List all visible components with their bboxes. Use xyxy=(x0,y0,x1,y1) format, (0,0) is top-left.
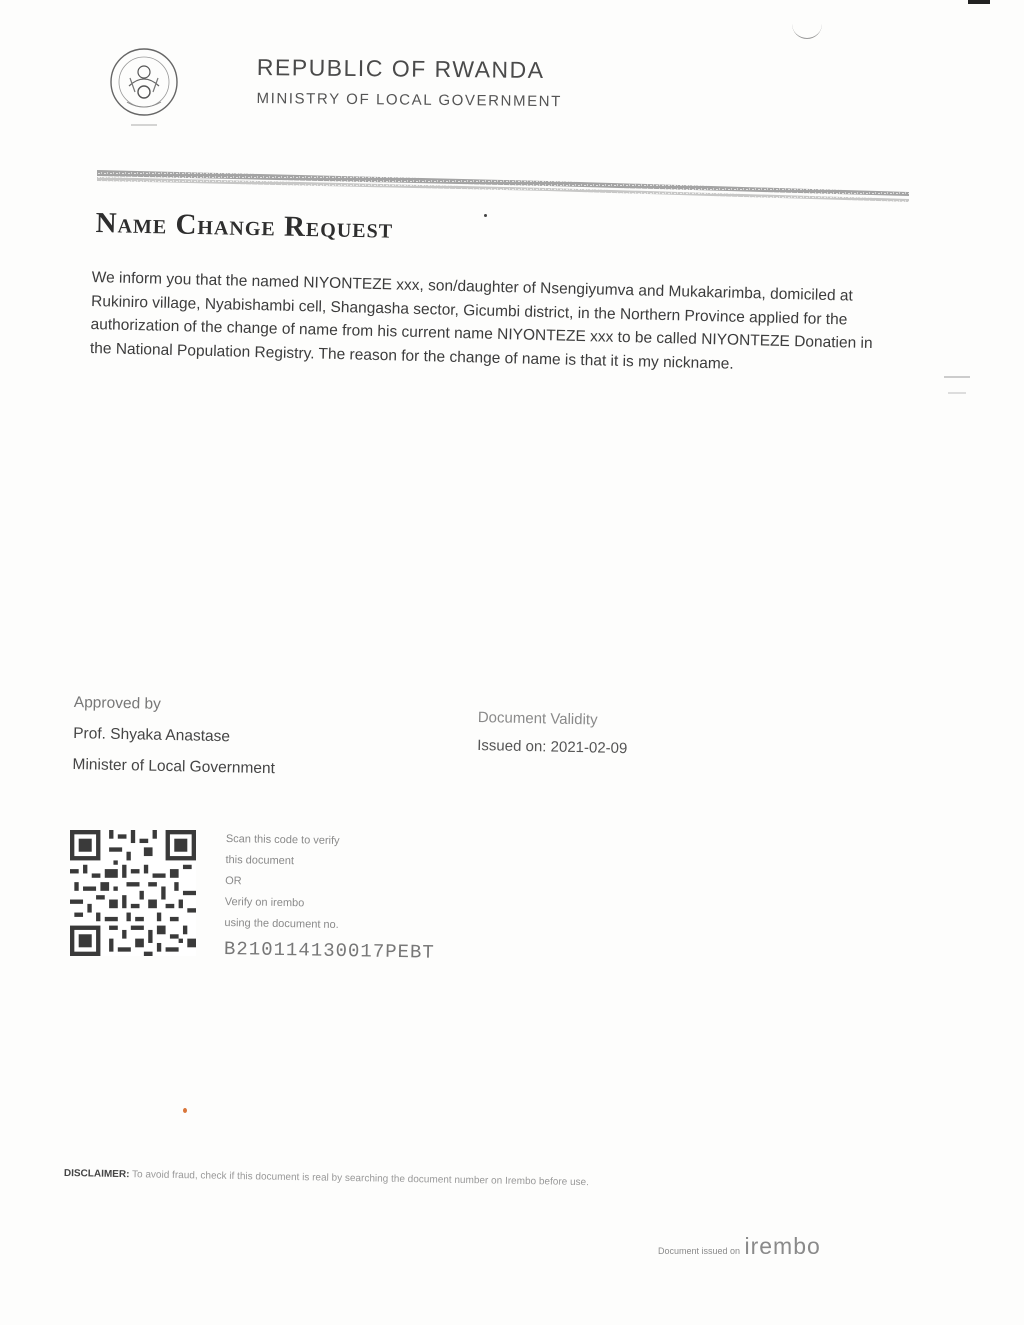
rwanda-emblem-icon xyxy=(107,42,181,132)
verification-block xyxy=(224,833,437,964)
scan-instruction-2: this document xyxy=(225,853,295,868)
document-title: Name Change Request xyxy=(95,207,394,245)
disclaimer-text: To avoid fraud, check if this document is real by searching the document number on Irembo before use. xyxy=(131,1169,590,1189)
approver-position: Minister of Local Government xyxy=(72,755,276,778)
letterhead xyxy=(256,54,562,110)
ministry-name: MINISTRY OF LOCAL GOVERNMENT xyxy=(256,89,563,111)
approved-by-label: Approved by xyxy=(73,694,162,713)
or-separator: OR xyxy=(225,874,242,888)
scan-speck xyxy=(948,392,966,394)
qr-code-icon[interactable] xyxy=(70,829,196,957)
scan-instruction: Scan this code to verify xyxy=(225,833,340,847)
approver-name: Prof. Shyaka Anastase xyxy=(72,724,231,746)
issued-date: Issued on: 2021-02-09 xyxy=(477,736,628,758)
scan-speck xyxy=(484,214,487,217)
validity-block xyxy=(477,709,628,768)
footer-brand xyxy=(658,1233,821,1260)
verify-irembo-text: Verify on irembo xyxy=(224,895,305,910)
scan-artifact xyxy=(968,0,990,4)
document-number: B210114130017PEBT xyxy=(223,937,435,964)
issued-on-text: Document issued on xyxy=(658,1246,741,1256)
scan-speck xyxy=(183,1108,187,1113)
approval-block xyxy=(72,694,276,791)
header-divider xyxy=(97,168,909,212)
validity-label: Document Validity xyxy=(477,709,598,729)
scan-speck xyxy=(944,376,970,378)
document-body: We inform you that the named NIYONTEZE xxx, son/daughter of Nsengiyumva and Mukakarimba, domiciled at Rukiniro village, Nyabishambi cell, Shangasha sector, Gicumbi district, in the Northern Province applied for the authorization of the change of name from his current name NIYONTEZE xxx to be called NIYONTEZE Donatien in the National Population Registry. The reason for the change of name is that it is my nickname. xyxy=(89,268,873,373)
disclaimer xyxy=(64,1168,589,1188)
disclaimer-label: DISCLAIMER: xyxy=(63,1168,130,1181)
scan-artifact-curve xyxy=(792,20,822,39)
country-name: REPUBLIC OF RWANDA xyxy=(256,54,545,84)
using-document-no-text: using the document no. xyxy=(224,916,339,931)
irembo-logo: irembo xyxy=(744,1233,821,1259)
